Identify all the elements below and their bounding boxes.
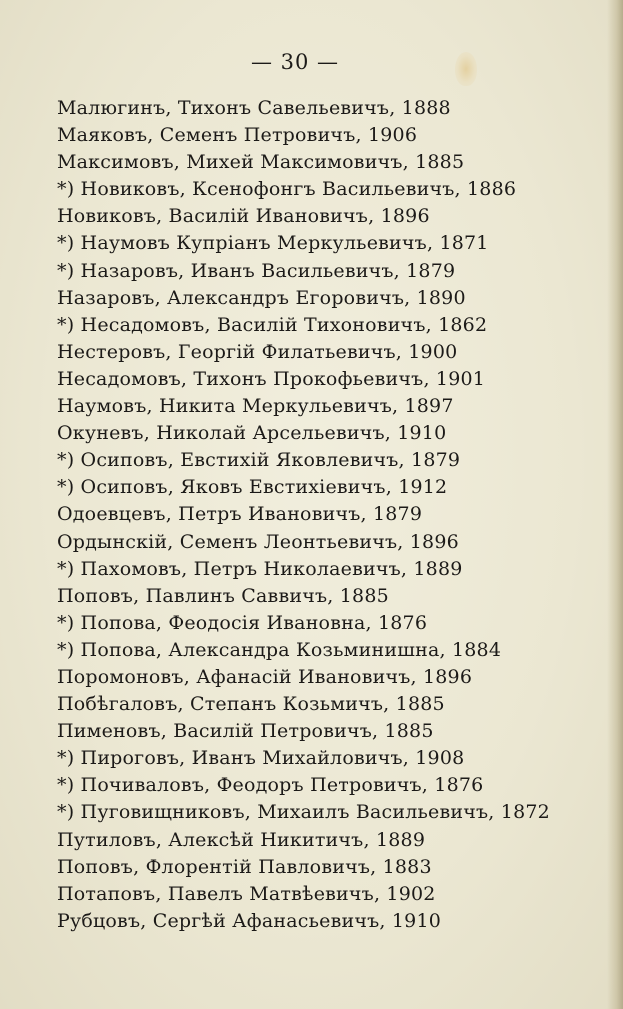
list-item: Новиковъ, Василій Ивановичъ, 1896 bbox=[57, 205, 430, 228]
list-item: *) Попова, Феодосія Ивановна, 1876 bbox=[57, 611, 428, 634]
list-item: Пименовъ, Василій Петровичъ, 1885 bbox=[57, 720, 434, 743]
name-list bbox=[57, 95, 550, 935]
list-item: Потаповъ, Павелъ Матвѣевичъ, 1902 bbox=[57, 882, 436, 905]
list-item: Малюгинъ, Тихонъ Савельевичъ, 1888 bbox=[57, 97, 451, 119]
list-item: Одоевцевъ, Петръ Ивановичъ, 1879 bbox=[57, 503, 423, 526]
list-item: *) Попова, Александра Козьминишна, 1884 bbox=[57, 638, 502, 661]
list-item: Побѣгаловъ, Степанъ Козьмичъ, 1885 bbox=[57, 693, 445, 716]
list-item: Несадомовъ, Тихонъ Прокофьевичъ, 1901 bbox=[57, 367, 486, 390]
list-item: Поповъ, Павлинъ Саввичъ, 1885 bbox=[57, 584, 389, 607]
list-item: Окуневъ, Николай Арсельевичъ, 1910 bbox=[57, 422, 447, 445]
list-item: Назаровъ, Александръ Егоровичъ, 1890 bbox=[57, 286, 466, 309]
list-item: Наумовъ, Никита Меркульевичъ, 1897 bbox=[57, 395, 454, 418]
list-item: *) Осиповъ, Евстихій Яковлевичъ, 1879 bbox=[57, 449, 461, 472]
list-item: Ордынскій, Семенъ Леонтьевичъ, 1896 bbox=[57, 530, 459, 553]
list-item: *) Несадомовъ, Василій Тихоновичъ, 1862 bbox=[57, 313, 488, 336]
list-item: Нестеровъ, Георгій Филатьевичъ, 1900 bbox=[57, 340, 458, 363]
list-item: Максимовъ, Михей Максимовичъ, 1885 bbox=[57, 151, 465, 174]
list-item: Маяковъ, Семенъ Петровичъ, 1906 bbox=[57, 124, 418, 147]
list-item: *) Пуговищниковъ, Михаилъ Васильевичъ, 1872 bbox=[57, 801, 550, 824]
list-item: Поромоновъ, Афанасій Ивановичъ, 1896 bbox=[57, 665, 473, 688]
list-item: *) Наумовъ Купріанъ Меркульевичъ, 1871 bbox=[57, 232, 489, 255]
list-item: *) Новиковъ, Ксенофонгъ Васильевичъ, 1886 bbox=[57, 178, 517, 201]
list-item: Рубцовъ, Сергѣй Афанасьевичъ, 1910 bbox=[57, 909, 442, 932]
list-item: Путиловъ, Алексѣй Никитичъ, 1889 bbox=[57, 828, 426, 851]
list-item: *) Пахомовъ, Петръ Николаевичъ, 1889 bbox=[57, 557, 463, 580]
page-number: — 30 — bbox=[250, 50, 340, 74]
page-edge-shadow bbox=[607, 0, 623, 1009]
list-item: Поповъ, Флорентій Павловичъ, 1883 bbox=[57, 855, 432, 878]
list-item: *) Почиваловъ, Феодоръ Петровичъ, 1876 bbox=[57, 774, 484, 797]
list-item: *) Назаровъ, Иванъ Васильевичъ, 1879 bbox=[57, 259, 456, 282]
list-item: *) Пироговъ, Иванъ Михайловичъ, 1908 bbox=[57, 747, 465, 770]
list-item: *) Осиповъ, Яковъ Евстихіевичъ, 1912 bbox=[57, 476, 448, 499]
